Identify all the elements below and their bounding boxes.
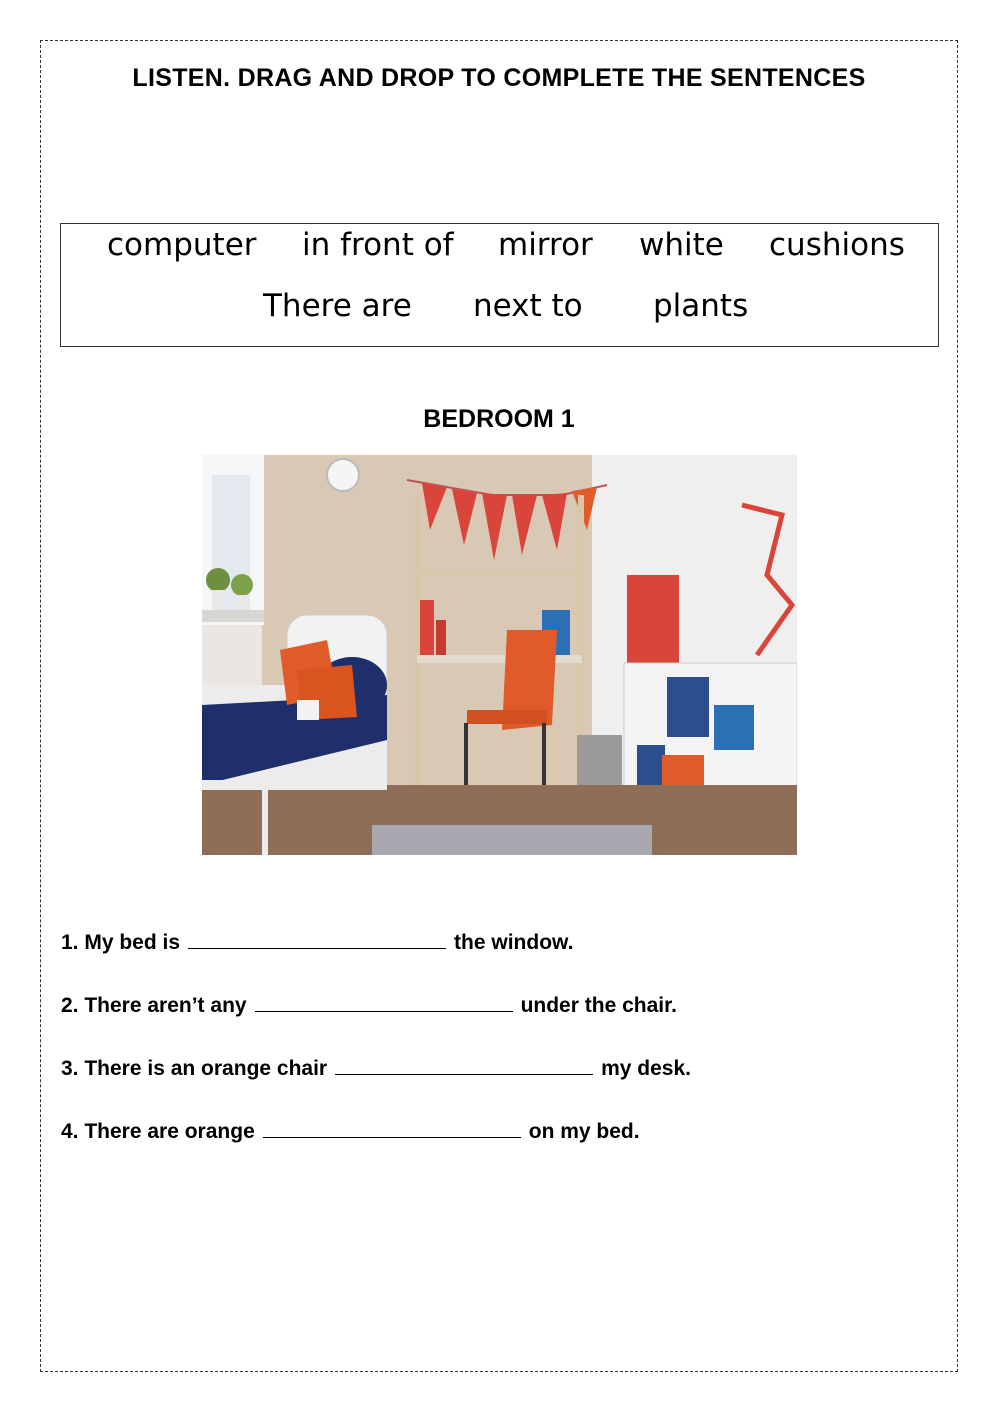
sentence-3 (61, 1054, 691, 1081)
sentence-3-before: 3. There is an orange chair (61, 1057, 328, 1080)
sentence-4-after: on my bed. (528, 1120, 640, 1143)
sentence-2-before: 2. There aren’t any (61, 994, 247, 1017)
section-title: BEDROOM 1 (423, 405, 575, 433)
instructions-heading: LISTEN. DRAG AND DROP TO COMPLETE THE SENTENCES (132, 64, 866, 92)
word-chip-next-to[interactable]: next to (473, 288, 583, 324)
drop-blank-2[interactable] (255, 991, 513, 1012)
sentence-1 (61, 928, 573, 955)
word-chip-there-are[interactable]: There are (263, 288, 412, 324)
drop-blank-1[interactable] (188, 928, 446, 949)
word-chip-in-front-of[interactable]: in front of (302, 227, 454, 263)
sentence-4-before: 4. There are orange (61, 1120, 255, 1143)
drop-blank-4[interactable] (263, 1117, 521, 1138)
word-chip-computer[interactable]: computer (107, 227, 257, 263)
sentence-1-before: 1. My bed is (61, 931, 181, 954)
sentence-2-after: under the chair. (520, 994, 677, 1017)
sentence-1-after: the window. (454, 931, 574, 954)
word-chip-white[interactable]: white (639, 227, 724, 263)
word-bank (60, 223, 939, 347)
bedroom-photo (202, 455, 797, 855)
sentence-3-after: my desk. (601, 1057, 691, 1080)
drop-blank-3[interactable] (335, 1054, 593, 1075)
word-chip-plants[interactable]: plants (653, 288, 749, 324)
word-chip-cushions[interactable]: cushions (769, 227, 905, 263)
word-chip-mirror[interactable]: mirror (498, 227, 593, 263)
sentence-2 (61, 991, 677, 1018)
sentence-4 (61, 1117, 640, 1144)
